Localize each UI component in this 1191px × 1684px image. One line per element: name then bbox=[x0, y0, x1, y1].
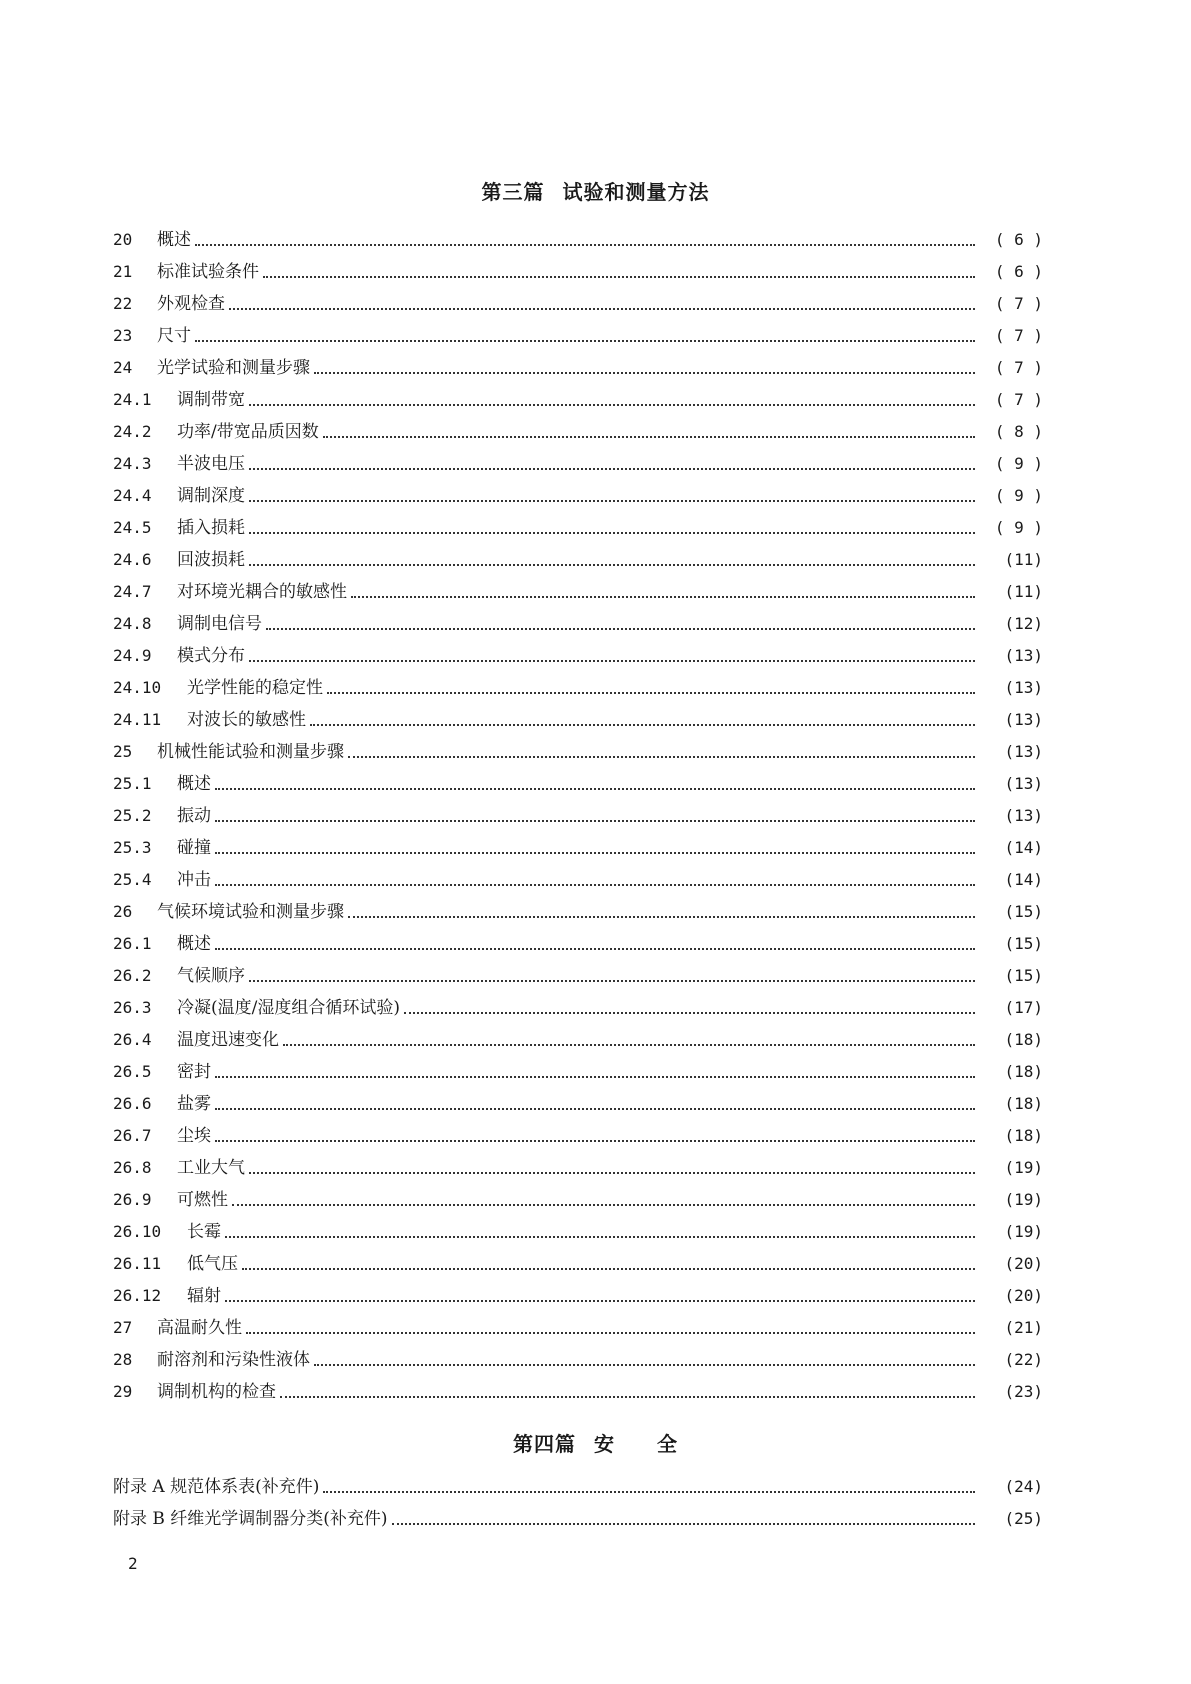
toc-entry bbox=[113, 961, 1043, 993]
toc-entry-number: 26.1 bbox=[113, 934, 152, 953]
toc-entry-title: 碰撞 bbox=[177, 838, 211, 858]
toc-entry bbox=[113, 801, 1043, 833]
toc-entry-title: 冷凝(温度/湿度组合循环试验) bbox=[177, 998, 400, 1018]
toc-entry bbox=[113, 1377, 1043, 1409]
toc-entry-title: 气候顺序 bbox=[177, 966, 245, 986]
toc-entry-title: 耐溶剂和污染性液体 bbox=[157, 1350, 310, 1370]
toc-entry-title: 辐射 bbox=[187, 1286, 221, 1306]
toc-entry-page: (19) bbox=[1004, 1190, 1043, 1209]
toc-entry bbox=[113, 897, 1043, 929]
toc-entry-page: (19) bbox=[1004, 1222, 1043, 1241]
toc-entry bbox=[113, 641, 1043, 673]
toc-entry-number: 26.6 bbox=[113, 1094, 152, 1113]
toc-entry-title: 尺寸 bbox=[157, 326, 191, 346]
toc-entry-page: (13) bbox=[1004, 678, 1043, 697]
toc-entry-title: 光学性能的稳定性 bbox=[187, 678, 323, 698]
toc-entry-page: ( 7 ) bbox=[994, 294, 1043, 313]
toc-entry-page: ( 7 ) bbox=[994, 390, 1043, 409]
section-4-title: 安 全 bbox=[594, 1432, 678, 1456]
toc-entry-title: 气候环境试验和测量步骤 bbox=[157, 902, 344, 922]
dot-leader bbox=[404, 1012, 975, 1014]
toc-entry-title: 概述 bbox=[157, 230, 191, 250]
toc-appendices bbox=[113, 1472, 1043, 1536]
section-4-label: 第四篇 bbox=[513, 1432, 576, 1456]
section-4-heading bbox=[0, 1430, 1191, 1458]
toc-entry bbox=[113, 449, 1043, 481]
toc-entry-title: 附录 B 纤维光学调制器分类(补充件) bbox=[113, 1509, 388, 1529]
toc-entry bbox=[113, 1089, 1043, 1121]
toc-entry-page: ( 6 ) bbox=[994, 262, 1043, 281]
toc-entry-number: 24.5 bbox=[113, 518, 152, 537]
toc-entry-title: 光学试验和测量步骤 bbox=[157, 358, 310, 378]
toc-entry-page: (22) bbox=[1004, 1350, 1043, 1369]
toc-entry-title: 温度迅速变化 bbox=[177, 1030, 279, 1050]
toc-entry-page: ( 6 ) bbox=[994, 230, 1043, 249]
toc-entry bbox=[113, 833, 1043, 865]
toc-entry-number: 24.4 bbox=[113, 486, 152, 505]
dot-leader bbox=[323, 1491, 975, 1493]
toc-entry bbox=[113, 257, 1043, 289]
section-3-title: 试验和测量方法 bbox=[562, 180, 710, 204]
toc-entry bbox=[113, 1249, 1043, 1281]
dot-leader bbox=[246, 1332, 975, 1334]
dot-leader bbox=[232, 1204, 975, 1206]
toc-entry-title: 模式分布 bbox=[177, 646, 245, 666]
toc-entry-number: 24.7 bbox=[113, 582, 152, 601]
toc-entry-number: 27 bbox=[113, 1318, 133, 1337]
toc-entry-number: 26.11 bbox=[113, 1254, 162, 1273]
toc-entry bbox=[113, 1185, 1043, 1217]
toc-entry-page: (11) bbox=[1004, 550, 1043, 569]
toc-entry-number: 26.2 bbox=[113, 966, 152, 985]
toc-entry bbox=[113, 737, 1043, 769]
dot-leader bbox=[195, 244, 975, 246]
dot-leader bbox=[215, 1140, 975, 1142]
toc-entry-title: 标准试验条件 bbox=[157, 262, 259, 282]
toc-entry-number: 29 bbox=[113, 1382, 133, 1401]
toc-entry bbox=[113, 1504, 1043, 1536]
toc-entry-number: 22 bbox=[113, 294, 133, 313]
dot-leader bbox=[348, 916, 975, 918]
toc-entry-number: 26.9 bbox=[113, 1190, 152, 1209]
toc-entry-title: 对环境光耦合的敏感性 bbox=[177, 582, 347, 602]
toc-entry-title: 概述 bbox=[177, 774, 211, 794]
toc-entry bbox=[113, 289, 1043, 321]
toc-entry-number: 28 bbox=[113, 1350, 133, 1369]
toc-entry-page: ( 8 ) bbox=[994, 422, 1043, 441]
toc-entry-page: (18) bbox=[1004, 1062, 1043, 1081]
dot-leader bbox=[225, 1236, 975, 1238]
dot-leader bbox=[249, 564, 975, 566]
toc-entry-number: 20 bbox=[113, 230, 133, 249]
toc-entry-page: ( 9 ) bbox=[994, 486, 1043, 505]
dot-leader bbox=[249, 660, 975, 662]
dot-leader bbox=[314, 1364, 975, 1366]
toc-entry-number: 26.10 bbox=[113, 1222, 162, 1241]
toc-entry-title: 插入损耗 bbox=[177, 518, 245, 538]
toc-entry-page: (14) bbox=[1004, 870, 1043, 889]
dot-leader bbox=[249, 532, 975, 534]
toc-entry-title: 调制机构的检查 bbox=[157, 1382, 276, 1402]
toc-entry-title: 附录 A 规范体系表(补充件) bbox=[113, 1477, 320, 1497]
toc-entry-number: 23 bbox=[113, 326, 133, 345]
dot-leader bbox=[215, 884, 975, 886]
dot-leader bbox=[280, 1396, 975, 1398]
toc-entry-page: ( 9 ) bbox=[994, 518, 1043, 537]
toc-entry bbox=[113, 1472, 1043, 1504]
toc-entry bbox=[113, 1281, 1043, 1313]
dot-leader bbox=[323, 436, 975, 438]
toc-entry-number: 25 bbox=[113, 742, 133, 761]
toc-entry-title: 冲击 bbox=[177, 870, 211, 890]
toc-entry-page: (23) bbox=[1004, 1382, 1043, 1401]
toc-entry bbox=[113, 865, 1043, 897]
toc-entry-page: (15) bbox=[1004, 902, 1043, 921]
toc-entry-title: 高温耐久性 bbox=[157, 1318, 242, 1338]
toc-entry-number: 26.12 bbox=[113, 1286, 162, 1305]
toc-entry bbox=[113, 545, 1043, 577]
toc-entry-number: 25.4 bbox=[113, 870, 152, 889]
toc-entry bbox=[113, 993, 1043, 1025]
toc-entry-title: 可燃性 bbox=[177, 1190, 228, 1210]
toc-entry-title: 功率/带宽品质因数 bbox=[177, 422, 319, 442]
toc-entry-page: (13) bbox=[1004, 774, 1043, 793]
dot-leader bbox=[351, 596, 975, 598]
toc-entry-page: (13) bbox=[1004, 806, 1043, 825]
section-3-label: 第三篇 bbox=[481, 180, 545, 204]
dot-leader bbox=[229, 308, 975, 310]
toc-entry-page: ( 7 ) bbox=[994, 326, 1043, 345]
toc-entry bbox=[113, 577, 1043, 609]
toc-entry-page: (12) bbox=[1004, 614, 1043, 633]
toc-entry-page: ( 7 ) bbox=[994, 358, 1043, 377]
toc-entry-number: 26.3 bbox=[113, 998, 152, 1017]
toc-entry-title: 盐雾 bbox=[177, 1094, 211, 1114]
toc-entry bbox=[113, 1153, 1043, 1185]
toc-entry-page: (13) bbox=[1004, 710, 1043, 729]
toc-entry-page: (20) bbox=[1004, 1286, 1043, 1305]
toc-entry bbox=[113, 705, 1043, 737]
toc-entry-number: 24 bbox=[113, 358, 133, 377]
toc-entry-page: (15) bbox=[1004, 966, 1043, 985]
toc-entry-title: 振动 bbox=[177, 806, 211, 826]
toc-entry bbox=[113, 417, 1043, 449]
dot-leader bbox=[215, 820, 975, 822]
toc-entry bbox=[113, 353, 1043, 385]
toc-entry bbox=[113, 1025, 1043, 1057]
toc-entry-page: (20) bbox=[1004, 1254, 1043, 1273]
toc-entry bbox=[113, 385, 1043, 417]
toc-entry-page: (21) bbox=[1004, 1318, 1043, 1337]
dot-leader bbox=[327, 692, 975, 694]
dot-leader bbox=[283, 1044, 975, 1046]
dot-leader bbox=[263, 276, 975, 278]
toc-entry-page: (13) bbox=[1004, 646, 1043, 665]
toc-entry-page: (14) bbox=[1004, 838, 1043, 857]
toc-entry-title: 外观检查 bbox=[157, 294, 225, 314]
toc-entry-number: 26.8 bbox=[113, 1158, 152, 1177]
toc-entry bbox=[113, 513, 1043, 545]
toc-entry-title: 回波损耗 bbox=[177, 550, 245, 570]
toc-entry-number: 25.3 bbox=[113, 838, 152, 857]
toc-entry-page: (11) bbox=[1004, 582, 1043, 601]
dot-leader bbox=[314, 372, 975, 374]
toc-entry-title: 对波长的敏感性 bbox=[187, 710, 306, 730]
toc-section-3 bbox=[113, 225, 1043, 1409]
toc-entry bbox=[113, 673, 1043, 705]
dot-leader bbox=[266, 628, 975, 630]
toc-entry-number: 24.8 bbox=[113, 614, 152, 633]
toc-entry bbox=[113, 1121, 1043, 1153]
toc-entry-page: (18) bbox=[1004, 1030, 1043, 1049]
toc-entry-title: 机械性能试验和测量步骤 bbox=[157, 742, 344, 762]
toc-entry-number: 24.3 bbox=[113, 454, 152, 473]
dot-leader bbox=[215, 948, 975, 950]
toc-entry bbox=[113, 769, 1043, 801]
dot-leader bbox=[249, 1172, 975, 1174]
toc-entry-title: 调制深度 bbox=[177, 486, 245, 506]
toc-entry bbox=[113, 481, 1043, 513]
dot-leader bbox=[215, 1108, 975, 1110]
toc-entry-number: 25.1 bbox=[113, 774, 152, 793]
toc-entry-title: 工业大气 bbox=[177, 1158, 245, 1178]
toc-entry bbox=[113, 929, 1043, 961]
dot-leader bbox=[215, 852, 975, 854]
toc-entry-title: 调制带宽 bbox=[177, 390, 245, 410]
toc-entry-number: 24.11 bbox=[113, 710, 162, 729]
toc-entry-page: (15) bbox=[1004, 934, 1043, 953]
toc-entry-title: 半波电压 bbox=[177, 454, 245, 474]
dot-leader bbox=[242, 1268, 975, 1270]
toc-entry-number: 26.5 bbox=[113, 1062, 152, 1081]
toc-entry-number: 26 bbox=[113, 902, 133, 921]
section-3-heading bbox=[0, 178, 1191, 206]
toc-entry-number: 24.6 bbox=[113, 550, 152, 569]
dot-leader bbox=[249, 404, 975, 406]
toc-entry bbox=[113, 1313, 1043, 1345]
dot-leader bbox=[310, 724, 975, 726]
toc-entry-number: 21 bbox=[113, 262, 133, 281]
dot-leader bbox=[215, 1076, 975, 1078]
toc-entry-page: (19) bbox=[1004, 1158, 1043, 1177]
dot-leader bbox=[249, 468, 975, 470]
toc-entry bbox=[113, 1057, 1043, 1089]
toc-entry-number: 26.7 bbox=[113, 1126, 152, 1145]
toc-entry-title: 密封 bbox=[177, 1062, 211, 1082]
dot-leader bbox=[215, 788, 975, 790]
dot-leader bbox=[195, 340, 975, 342]
dot-leader bbox=[392, 1523, 975, 1525]
toc-entry-title: 长霉 bbox=[187, 1222, 221, 1242]
toc-entry bbox=[113, 225, 1043, 257]
dot-leader bbox=[249, 980, 975, 982]
page-number: 2 bbox=[128, 1554, 138, 1573]
toc-entry bbox=[113, 1217, 1043, 1249]
dot-leader bbox=[249, 500, 975, 502]
toc-entry bbox=[113, 609, 1043, 641]
toc-entry-number: 24.1 bbox=[113, 390, 152, 409]
toc-entry-page: (13) bbox=[1004, 742, 1043, 761]
toc-entry-title: 概述 bbox=[177, 934, 211, 954]
toc-entry-title: 调制电信号 bbox=[177, 614, 262, 634]
toc-entry-number: 25.2 bbox=[113, 806, 152, 825]
toc-entry-number: 24.2 bbox=[113, 422, 152, 441]
toc-entry-page: ( 9 ) bbox=[994, 454, 1043, 473]
dot-leader bbox=[225, 1300, 975, 1302]
toc-entry-number: 26.4 bbox=[113, 1030, 152, 1049]
toc-entry-title: 低气压 bbox=[187, 1254, 238, 1274]
toc-entry bbox=[113, 1345, 1043, 1377]
toc-entry-page: (17) bbox=[1004, 998, 1043, 1017]
toc-entry-title: 尘埃 bbox=[177, 1126, 211, 1146]
toc-entry-page: (18) bbox=[1004, 1126, 1043, 1145]
toc-entry-number: 24.10 bbox=[113, 678, 162, 697]
toc-entry-page: (25) bbox=[1004, 1509, 1043, 1528]
toc-entry bbox=[113, 321, 1043, 353]
toc-entry-page: (18) bbox=[1004, 1094, 1043, 1113]
dot-leader bbox=[348, 756, 975, 758]
toc-entry-page: (24) bbox=[1004, 1477, 1043, 1496]
toc-entry-number: 24.9 bbox=[113, 646, 152, 665]
